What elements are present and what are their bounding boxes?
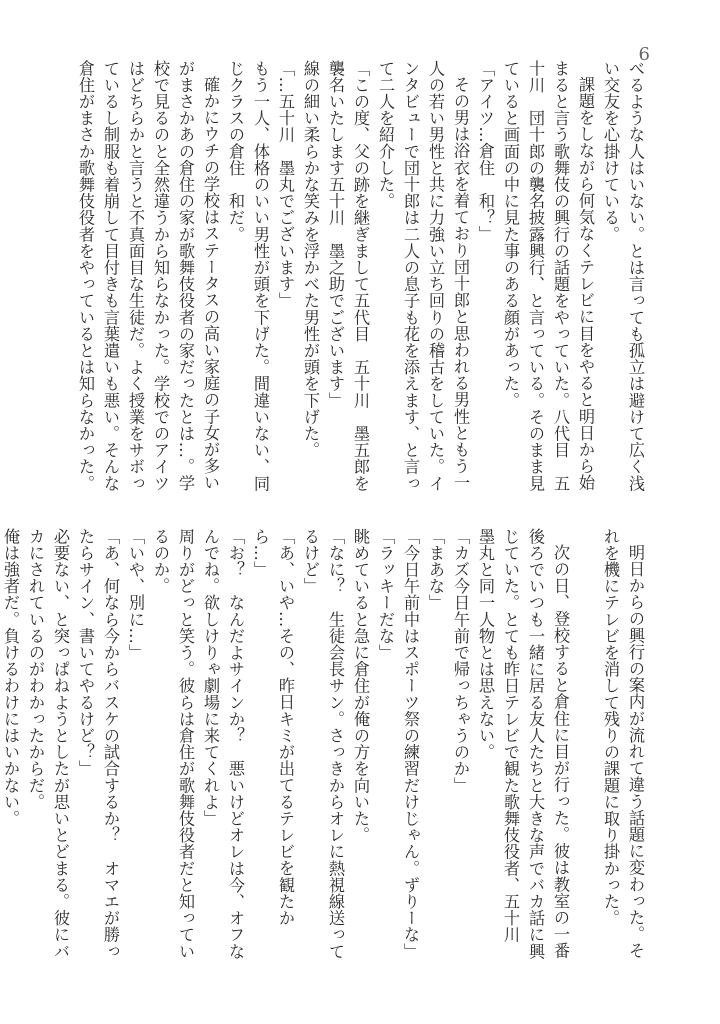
- paragraph: 「あ、何なら今からバスケの試合するか？ オマエが勝ったらサイン、書いてやるけど？」: [76, 528, 120, 960]
- paragraph: 「この度、父の跡を継ぎまして五代目 五十川 墨五郎を襲名いたします五十川 墨之助でございます」: [326, 60, 370, 492]
- paragraph: 「アイツ…倉住 和？」: [476, 60, 495, 243]
- paragraph: 「ラッキーだな」: [376, 528, 395, 661]
- paragraph: [573, 528, 598, 960]
- paragraph: 「まあな」: [426, 528, 445, 611]
- paragraph: 課題をしながら何気なくテレビに目をやると明日から始まると言う歌舞伎の興行の話題をやっていた。八代目 五十川 団十郎の襲名披露興行、と言っている。そのまま見ていると画面の中に見た事のある顔があった。: [501, 60, 595, 492]
- paragraph: 「なに？ 生徒会長サン。さっきからオレに熱視線送ってるけど」: [301, 528, 345, 960]
- paragraph: べるような人はいない。とは言っても孤立は避けて広く浅い交友を心掛けている。: [601, 60, 645, 492]
- paragraph: その男は浴衣を着ており団十郎と思われる男性ともう一人の若い男性と共に力強い立ち回りの稽古をしていた。インタビューで団十郎は二人の息子も花を添えます、と言って二人を紹介した。: [376, 60, 470, 492]
- paragraph: 「いや、別に…」: [126, 528, 145, 661]
- paragraph: 眺めていると急に倉住が俺の方を向いた。: [351, 528, 370, 844]
- top-text-block: [68, 60, 648, 492]
- paragraph: 「あ、いや…その、昨日キミが出てるテレビを観たから…」: [251, 528, 295, 927]
- paragraph: 「今日午前中はスポーツ祭の練習だけじゃん。ずりーな」: [401, 528, 420, 960]
- paragraph: 「…五十川 墨丸でございます」: [276, 60, 295, 309]
- paragraph: 俺は強者だ。負けるわけにはいかない。: [1, 528, 20, 827]
- paragraph: 確かにウチの学校はステータスの高い家庭の子女が多いがまさかあの倉住の家が歌舞伎役者の家だったとは…。学校で見るのと全然違うから知らなかった。学校でのアイツはどちらかと言うと不真面目な生徒だ。よく授業をサボっているし制服も着崩して目付きも言葉遣いも悪い。そんな倉住がまさか歌舞伎役者をやっているとは知らなかった。: [76, 60, 220, 492]
- bottom-text-block: [1, 528, 648, 960]
- page-number: 6: [638, 44, 650, 65]
- paragraph: 次の日、登校すると倉住に目が行った。彼は教室の一番後ろでいつも一緒に居る友人たちと大きな声でバカ話に興じていた。とても昨日テレビで観た歌舞伎役者、五十川 墨丸と同一人物とは思えない。: [476, 528, 570, 960]
- paragraph: 「カズ今日午前で帰っちゃうのか」: [451, 528, 470, 794]
- paragraph: もう一人、体格のいい男性が頭を下げた。間違いない、同じクラスの倉住 和だ。: [226, 60, 270, 492]
- paragraph: 必要ない、と突っぱねようとしたが思いとどまる。彼にバカにされているのがわかったからだ。: [26, 528, 70, 960]
- paragraph: 周りがどっと笑う。彼らは倉住が歌舞伎役者だと知っているのか。: [151, 528, 195, 960]
- paragraph: 線の細い柔らかな笑みを浮かべた男性が頭を下げた。: [301, 60, 320, 459]
- paragraph: 「お？ なんだよサインか？ 悪いけどオレは今、オフなんでね。欲しけりゃ劇場に来てくれよ」: [201, 528, 245, 960]
- paragraph: 明日からの興行の案内が流れて違う話題に変わった。それを機にテレビを消して残りの課題に取り掛かった。: [601, 528, 645, 960]
